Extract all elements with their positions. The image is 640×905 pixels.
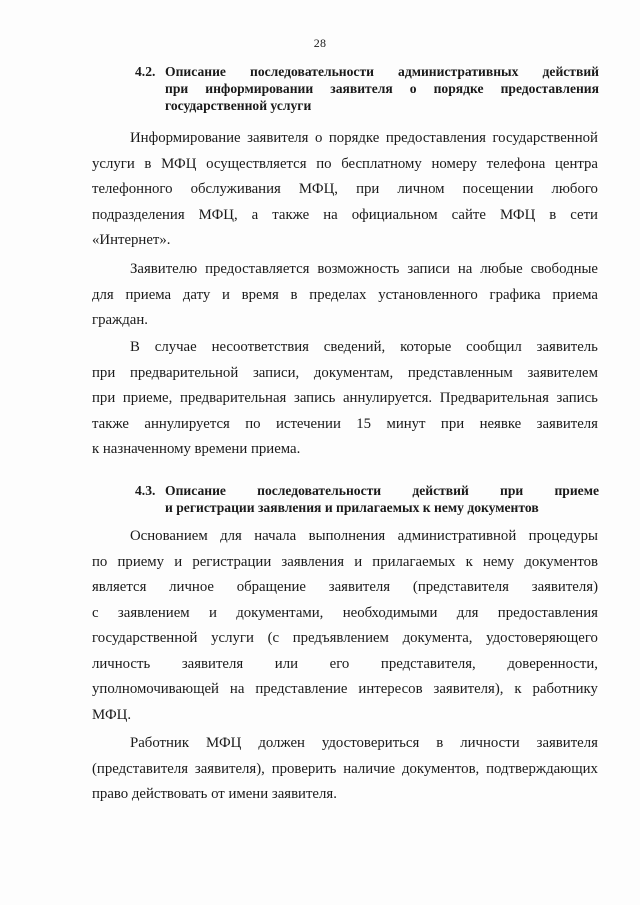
word: аннулируется (144, 415, 230, 432)
word: установленного (378, 286, 478, 303)
section-heading-4-2 (125, 63, 599, 114)
text-line (92, 177, 598, 203)
word: Основанием (130, 528, 208, 544)
word: возможность (317, 261, 400, 277)
word: дату (182, 286, 211, 303)
word: записи, (252, 364, 300, 381)
word: заявления (281, 553, 345, 570)
word: заявителя (328, 579, 391, 595)
word: заявитель (536, 339, 598, 355)
word: время (241, 286, 279, 303)
word: работнику (532, 681, 598, 697)
word: его (329, 655, 350, 672)
word: доверенности, (507, 655, 598, 672)
word: личность (92, 655, 151, 672)
word: необходимыми (342, 604, 438, 621)
text-line: МФЦ. (92, 706, 132, 723)
word: номеру (431, 155, 478, 172)
word: подразделения (92, 206, 185, 223)
word: интересов (358, 681, 423, 697)
word: заявлением (117, 604, 190, 621)
word: для (92, 286, 114, 303)
word: подтверждающих (486, 760, 598, 777)
paragraph (92, 731, 598, 808)
text-line (92, 152, 598, 178)
word: Предварительная (439, 390, 549, 406)
word: заявителя) (531, 579, 598, 595)
word: процедуры (528, 528, 598, 544)
word: документа, (402, 630, 473, 646)
word: заявителя), (433, 681, 504, 697)
text-line (92, 126, 598, 152)
word: о (314, 130, 323, 146)
word: предоставления (497, 604, 598, 621)
word: представленным (407, 364, 513, 381)
word: (представителя (412, 579, 509, 595)
text-line (92, 203, 598, 229)
word: является (92, 579, 147, 595)
word: любого (551, 181, 598, 197)
word: личном (397, 181, 445, 197)
word: предоставляется (205, 261, 310, 277)
word: записи (407, 261, 450, 277)
section-title-line: Описание последовательности административных действий (165, 64, 599, 79)
word: заявителя (247, 130, 309, 146)
text-line (92, 550, 598, 576)
word: начала (254, 528, 297, 544)
word: заявителя (536, 735, 598, 751)
word: в (436, 735, 444, 751)
word: неявке (479, 415, 522, 432)
word: для (456, 604, 479, 621)
word: регистрации (192, 553, 272, 570)
word: удостовериться (321, 735, 420, 751)
word: случае (154, 339, 197, 355)
word: минут (386, 415, 426, 432)
text-line (92, 283, 598, 309)
word: МФЦ (206, 735, 242, 751)
word: обращение (236, 579, 306, 595)
word: графика (489, 286, 541, 303)
word: центра (554, 155, 598, 172)
paragraph (92, 126, 598, 254)
text-line (92, 361, 598, 387)
word: также (272, 206, 310, 223)
word: проверить (271, 760, 337, 777)
word: услуги (92, 155, 135, 172)
text-line (92, 601, 598, 627)
text-line (92, 386, 598, 412)
word: в (549, 206, 557, 223)
word: документов (524, 553, 598, 570)
word: при (356, 181, 380, 197)
word: для (220, 528, 242, 544)
paragraph (92, 335, 598, 463)
word: запись (293, 390, 336, 406)
word: телефона (486, 155, 546, 172)
text-line: граждан. (92, 312, 148, 328)
word: к (465, 553, 473, 570)
word: осуществляется (206, 155, 307, 172)
word: приема (552, 286, 598, 303)
word: также (92, 415, 129, 432)
word: несоответствия (211, 339, 309, 355)
word: Информирование (130, 130, 241, 146)
text-line (92, 257, 598, 283)
paragraph (92, 524, 598, 728)
word: в (144, 155, 152, 172)
text-line: к назначенному времени приема. (92, 441, 301, 457)
word: заявителя), (194, 760, 265, 777)
word: бесплатному (341, 155, 422, 172)
word: прилагаемых (372, 553, 456, 570)
section-title-line: Описание последовательности действий при приеме (165, 483, 599, 498)
word: сведений, (323, 339, 386, 355)
word: приеме, (122, 390, 173, 406)
word: обслуживания (190, 181, 281, 197)
word: по (245, 415, 261, 432)
word: на (323, 206, 338, 223)
page-number: 28 (313, 36, 327, 50)
word: уполномочивающей (92, 681, 219, 697)
word: по (92, 553, 108, 570)
word: предварительной (129, 364, 239, 381)
word: В (130, 339, 140, 355)
paragraph (92, 257, 598, 334)
word: или (274, 655, 299, 672)
word: свободные (530, 261, 598, 277)
word: заявителя (536, 415, 598, 432)
word: по (316, 155, 332, 172)
word: при (92, 364, 116, 381)
word: официальном (351, 206, 438, 223)
word: государственной (92, 630, 198, 646)
word: (с (267, 630, 280, 646)
word: предъявлением (292, 630, 389, 646)
word: услуги (211, 630, 254, 646)
text-line (92, 626, 598, 652)
word: МФЦ, (298, 181, 338, 197)
text-line (92, 412, 598, 438)
word: сайте (451, 206, 486, 223)
word: посещении (462, 181, 534, 197)
text-line (92, 524, 598, 550)
word: заявителя (181, 655, 244, 672)
word: выполнения (308, 528, 386, 544)
text-line (92, 335, 598, 361)
section-number: 4.3. (135, 483, 156, 498)
text-line (92, 677, 598, 703)
word: любые (480, 261, 523, 277)
word: документами, (236, 604, 324, 621)
section-title-line: государственной услуги (165, 98, 312, 113)
word: личное (169, 579, 214, 595)
word: на (229, 681, 245, 697)
word: государственной (492, 130, 598, 146)
text-line (92, 757, 598, 783)
word: приему (117, 553, 165, 570)
word: и (222, 286, 230, 303)
text-line: «Интернет». (92, 232, 171, 248)
word: к (514, 681, 522, 697)
word: сообщил (466, 339, 522, 355)
word: и (174, 553, 183, 570)
word: нему (482, 553, 515, 570)
word: и (354, 553, 363, 570)
word: личности (460, 735, 520, 751)
section-heading-4-3 (125, 482, 599, 516)
word: предварительная (179, 390, 287, 406)
word: телефонного (92, 181, 173, 197)
word: Работник (130, 735, 190, 751)
word: истечении (275, 415, 341, 432)
word: заявителем (527, 364, 598, 381)
word: при (92, 390, 116, 406)
word: МФЦ (161, 155, 197, 172)
word: сети (570, 206, 598, 223)
word: пределах (309, 286, 367, 303)
word: представление (255, 681, 348, 697)
word: а (251, 206, 259, 223)
word: в (290, 286, 298, 303)
word: документов, (401, 760, 480, 777)
word: которые (400, 339, 452, 355)
text-line (92, 575, 598, 601)
word: при (440, 415, 465, 432)
word: МФЦ (499, 206, 536, 223)
word: наличие (343, 760, 396, 777)
section-title-line: при информировании заявителя о порядке предоставления (165, 81, 599, 96)
section-number: 4.2. (135, 64, 156, 79)
word: МФЦ, (198, 206, 238, 223)
word: предоставления (385, 130, 486, 146)
word: Заявителю (130, 261, 198, 277)
word: (представителя (92, 760, 189, 777)
section-title-line: и регистрации заявления и прилагаемых к нему документов (165, 500, 539, 515)
word: документам, (313, 364, 394, 381)
word: запись (556, 390, 598, 406)
word: 15 (356, 415, 372, 432)
word: приема (125, 286, 172, 303)
text-line: право действовать от имени заявителя. (92, 786, 337, 802)
word: удостоверяющего (486, 630, 598, 646)
word: должен (258, 735, 305, 751)
text-line (92, 731, 598, 757)
word: представителя, (380, 655, 476, 672)
word: аннулируется. (342, 390, 433, 406)
word: на (457, 261, 473, 277)
word: и (208, 604, 217, 621)
word: порядке (328, 130, 380, 146)
text-line (92, 652, 598, 678)
word: административной (397, 528, 517, 544)
word: с (92, 604, 99, 621)
